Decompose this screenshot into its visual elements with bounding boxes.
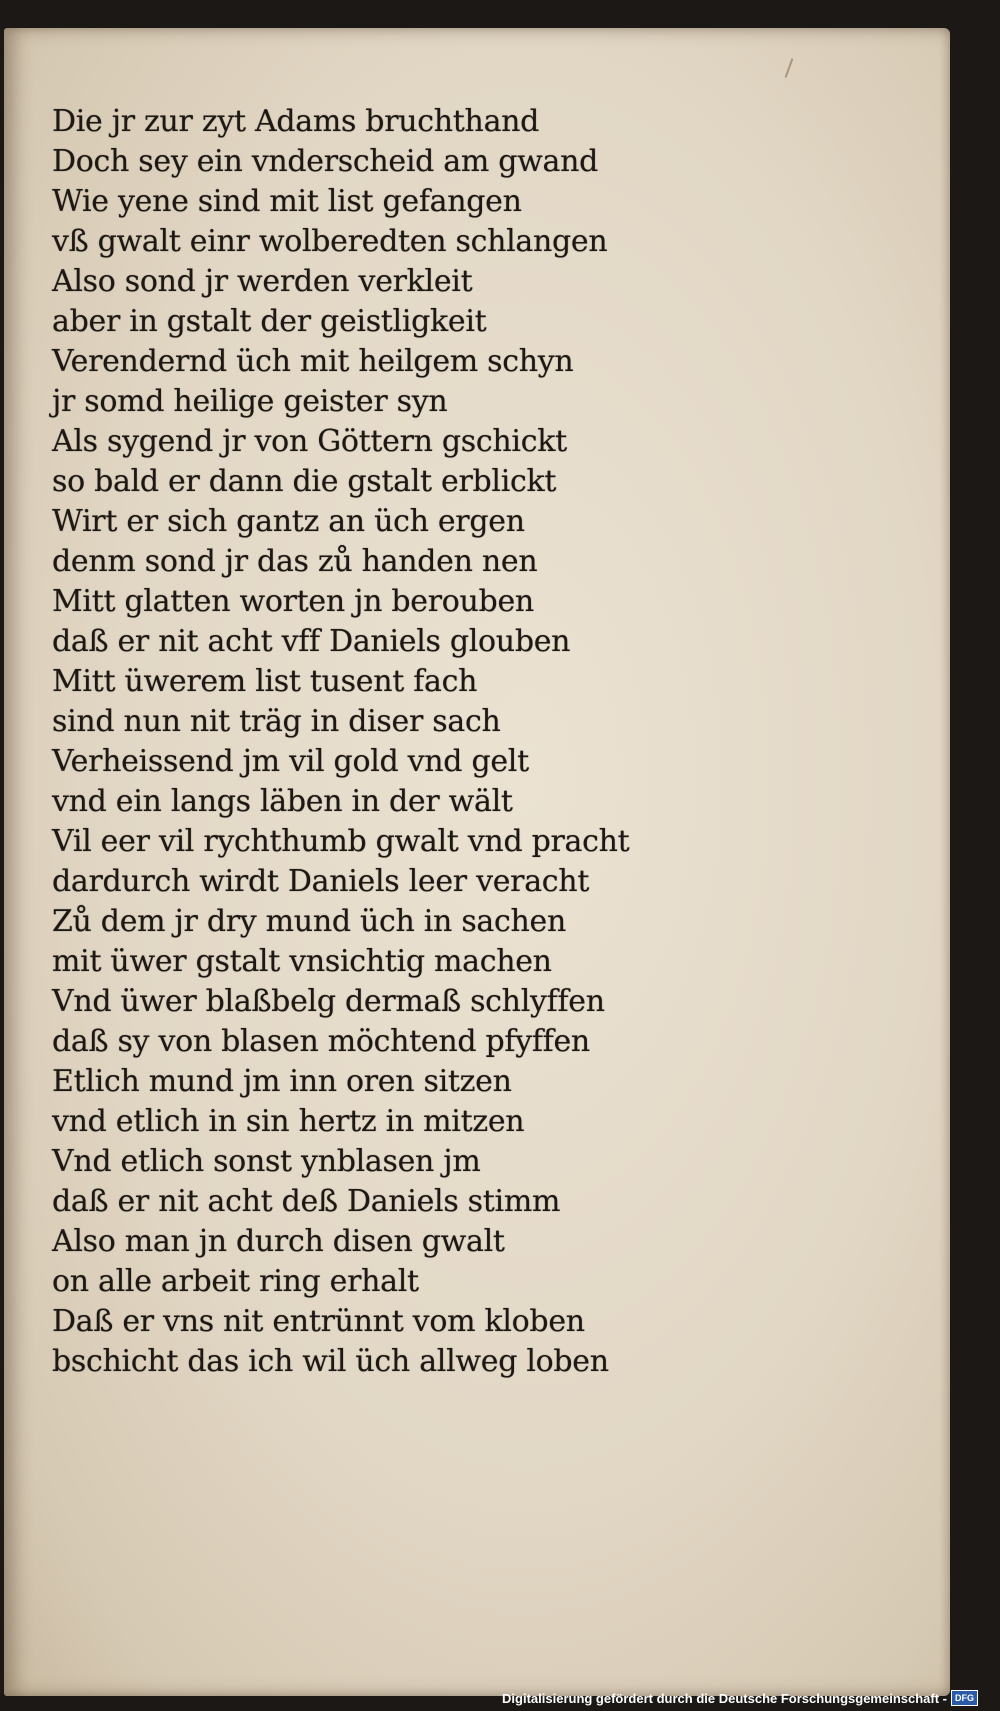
text-line: Etlich mund jm inn oren sitzen	[52, 1064, 512, 1099]
text-line: Vil eer vil rychthumb gwalt vnd pracht	[52, 824, 630, 859]
text-line: Mitt glatten worten jn berouben	[52, 584, 534, 619]
text-line: denm sond jr das zů handen nen	[52, 544, 538, 579]
text-line: aber in gstalt der geistligkeit	[52, 304, 487, 339]
text-line: Die jr zur zyt Adams bruchthand	[52, 104, 540, 139]
text-line: dardurch wirdt Daniels leer veracht	[52, 864, 590, 899]
text-line: bschicht das ich wil üch allweg loben	[52, 1344, 609, 1379]
text-line: daß er nit acht deß Daniels stimm	[52, 1184, 561, 1219]
text-line: Verheissend jm vil gold vnd gelt	[52, 744, 529, 779]
text-line: Daß er vns nit entrünnt vom kloben	[52, 1304, 585, 1339]
text-line: Als sygend jr von Göttern gschickt	[52, 424, 567, 459]
text-line: vß gwalt einr wolberedten schlangen	[52, 224, 608, 259]
text-line: Zů dem jr dry mund üch in sachen	[52, 904, 566, 939]
verse-text-block	[52, 102, 772, 1382]
text-line: Vnd etlich sonst ynblasen jm	[52, 1144, 481, 1179]
text-line: daß er nit acht vff Daniels glouben	[52, 624, 571, 659]
text-line: Also man jn durch disen gwalt	[52, 1224, 505, 1259]
book-page	[4, 28, 950, 1696]
text-line: vnd ein langs läben in der wält	[52, 784, 513, 819]
dfg-logo-icon: DFG	[951, 1690, 978, 1706]
text-line: mit üwer gstalt vnsichtig machen	[52, 944, 552, 979]
text-line: so bald er dann die gstalt erblickt	[52, 464, 557, 499]
text-line: vnd etlich in sin hertz in mitzen	[52, 1104, 525, 1139]
text-line: sind nun nit träg in diser sach	[52, 704, 501, 739]
text-line: Vnd üwer blaßbelg dermaß schlyffen	[52, 984, 605, 1019]
text-line: Doch sey ein vnderscheid am gwand	[52, 144, 599, 179]
text-line: Also sond jr werden verkleit	[52, 264, 473, 299]
text-line: on alle arbeit ring erhalt	[52, 1264, 419, 1299]
text-line: Wie yene sind mit list gefangen	[52, 184, 522, 219]
text-line: daß sy von blasen möchtend pfyffen	[52, 1024, 590, 1059]
credit-text: Digitalisierung gefördert durch die Deutsche Forschungsgemeinschaft -	[502, 1690, 947, 1706]
paper-blemish	[785, 58, 794, 77]
digitization-credit	[502, 1689, 978, 1707]
text-line: Mitt üwerem list tusent fach	[52, 664, 478, 699]
text-line: Verendernd üch mit heilgem schyn	[52, 344, 574, 379]
text-line: Wirt er sich gantz an üch ergen	[52, 504, 525, 539]
text-line: jr somd heilige geister syn	[52, 384, 448, 419]
